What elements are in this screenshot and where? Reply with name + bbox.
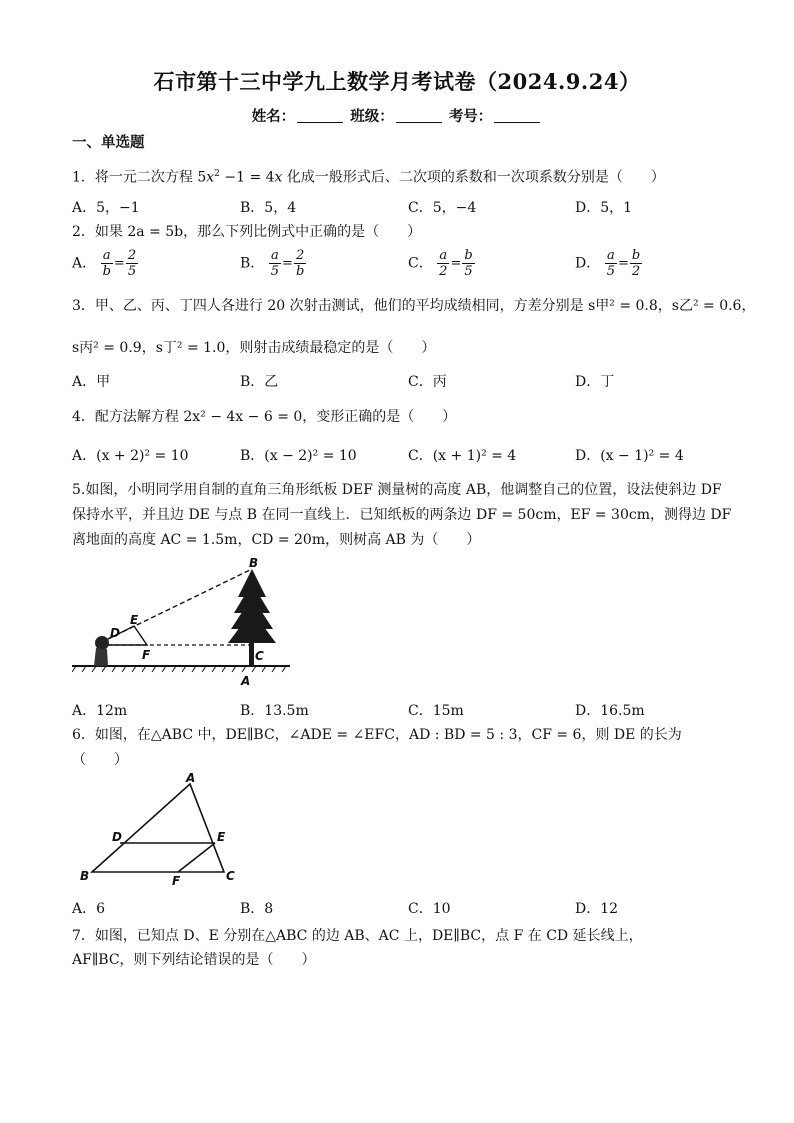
q5-option-c[interactable]: C．15m	[408, 703, 464, 719]
question-3-line-1: 3．甲、乙、丙、丁四人各进行 20 次射击测试，他们的平均成绩相同，方差分别是 s甲² = 0.8，s乙² = 0.6，	[72, 298, 756, 314]
q4-option-a[interactable]: A．(x + 2)² = 10	[72, 448, 189, 464]
label-b: B	[249, 556, 259, 570]
section-heading: 一、单选题	[72, 134, 145, 151]
q6-option-b[interactable]: B．8	[240, 901, 274, 917]
question-1: 1．将一元二次方程 $5x^2 -1 = 4x$ 化成一般形式后、二次项的系数和一次项系数分别是（ ）	[72, 169, 665, 186]
label-c: C	[226, 869, 235, 883]
q5-option-b[interactable]: B．13.5m	[240, 703, 309, 719]
label-e: E	[130, 613, 139, 627]
q1-option-d[interactable]: D．5，1	[575, 200, 633, 216]
q4-option-c[interactable]: C．(x + 1)² = 4	[408, 448, 517, 464]
label-f: F	[172, 874, 181, 887]
question-5-line-2: 保持水平，并且边 DE 与点 B 在同一直线上．已知纸板的两条边 DF = 50cm，EF = 30cm，测得边 DF	[72, 507, 732, 523]
label-a: A	[241, 674, 251, 688]
name-label: 姓名：	[251, 108, 296, 125]
segment-ef	[178, 843, 215, 872]
q5-option-a[interactable]: A．12m	[72, 703, 128, 719]
question-7-line-2: AF∥BC，则下列结论错误的是（ ）	[72, 952, 316, 968]
question-5-line-3: 离地面的高度 AC = 1.5m，CD = 20m，则树高 AB 为（ ）	[72, 532, 481, 548]
q6-option-d[interactable]: D．12	[575, 901, 619, 917]
question-5-line-1: 5.如图，小明同学用自制的直角三角形纸板 DEF 测量树的高度 AB，他调整自己的位置，设法使斜边 DF	[72, 482, 722, 498]
q2-option-a[interactable]: A． $\frac{a}{b}$ = $\frac{2}{5}$	[72, 248, 137, 279]
tree	[228, 569, 276, 666]
label-d: D	[110, 626, 120, 640]
q3-option-b[interactable]: B．乙	[240, 374, 279, 390]
q3-option-c[interactable]: C．丙	[408, 374, 447, 390]
q3-option-d[interactable]: D．丁	[575, 374, 615, 390]
q5-tree-figure	[72, 555, 292, 690]
question-6-line-2: （ ）	[72, 752, 128, 768]
question-4: 4．配方法解方程 2x² − 4x − 6 = 0，变形正确的是（ ）	[72, 409, 457, 425]
q3-option-a[interactable]: A．甲	[72, 374, 111, 390]
q5-option-d[interactable]: D．16.5m	[575, 703, 645, 719]
number-blank[interactable]	[494, 108, 540, 123]
class-label: 班级：	[350, 108, 394, 125]
q6-triangle-figure	[72, 772, 252, 887]
q4-option-d[interactable]: D．(x − 1)² = 4	[575, 448, 684, 464]
q2-option-d[interactable]: D． $\frac{a}{5}$ = $\frac{b}{2}$	[575, 248, 641, 279]
label-b: B	[80, 869, 90, 883]
q1-option-c[interactable]: C．5，−4	[408, 200, 477, 216]
label-e: E	[217, 830, 226, 844]
label-f: F	[142, 648, 151, 662]
q1-option-b[interactable]: B．5，4	[240, 200, 297, 216]
number-label: 考号：	[448, 108, 493, 125]
exam-title: 石市第十三中学九上数学月考试卷（2024.9.24）	[153, 69, 641, 94]
label-a: A	[186, 772, 196, 785]
person-body	[94, 648, 108, 666]
q4-option-b[interactable]: B．(x − 2)² = 10	[240, 448, 357, 464]
class-blank[interactable]	[396, 108, 442, 123]
triangle-abc	[92, 784, 224, 872]
name-blank[interactable]	[297, 108, 343, 123]
q1-option-a[interactable]: A．5，−1	[72, 200, 140, 216]
question-6-line-1: 6．如图，在△ABC 中，DE∥BC，∠ADE = ∠EFC，AD : BD = 5 : 3，CF = 6，则 DE 的长为	[72, 727, 682, 743]
q2-option-c[interactable]: C． $\frac{a}{2}$ = $\frac{b}{5}$	[408, 248, 473, 279]
question-2: 2．如果 2a = 5b，那么下列比例式中正确的是（ ）	[72, 224, 422, 240]
person-head	[95, 636, 109, 650]
q2-option-b[interactable]: B． $\frac{a}{5}$ = $\frac{2}{b}$	[240, 248, 305, 279]
student-info	[0, 105, 794, 126]
question-7-line-1: 7．如图，已知点 D、E 分别在△ABC 的边 AB、AC 上，DE∥BC，点 F 在 CD 延长线上，	[72, 928, 643, 944]
label-d: D	[112, 830, 122, 844]
question-3-line-2: s丙² = 0.9，s丁² = 1.0，则射击成绩最稳定的是（ ）	[72, 340, 436, 356]
label-c: C	[255, 649, 264, 663]
q6-option-c[interactable]: C．10	[408, 901, 451, 917]
q6-option-a[interactable]: A．6	[72, 901, 106, 917]
